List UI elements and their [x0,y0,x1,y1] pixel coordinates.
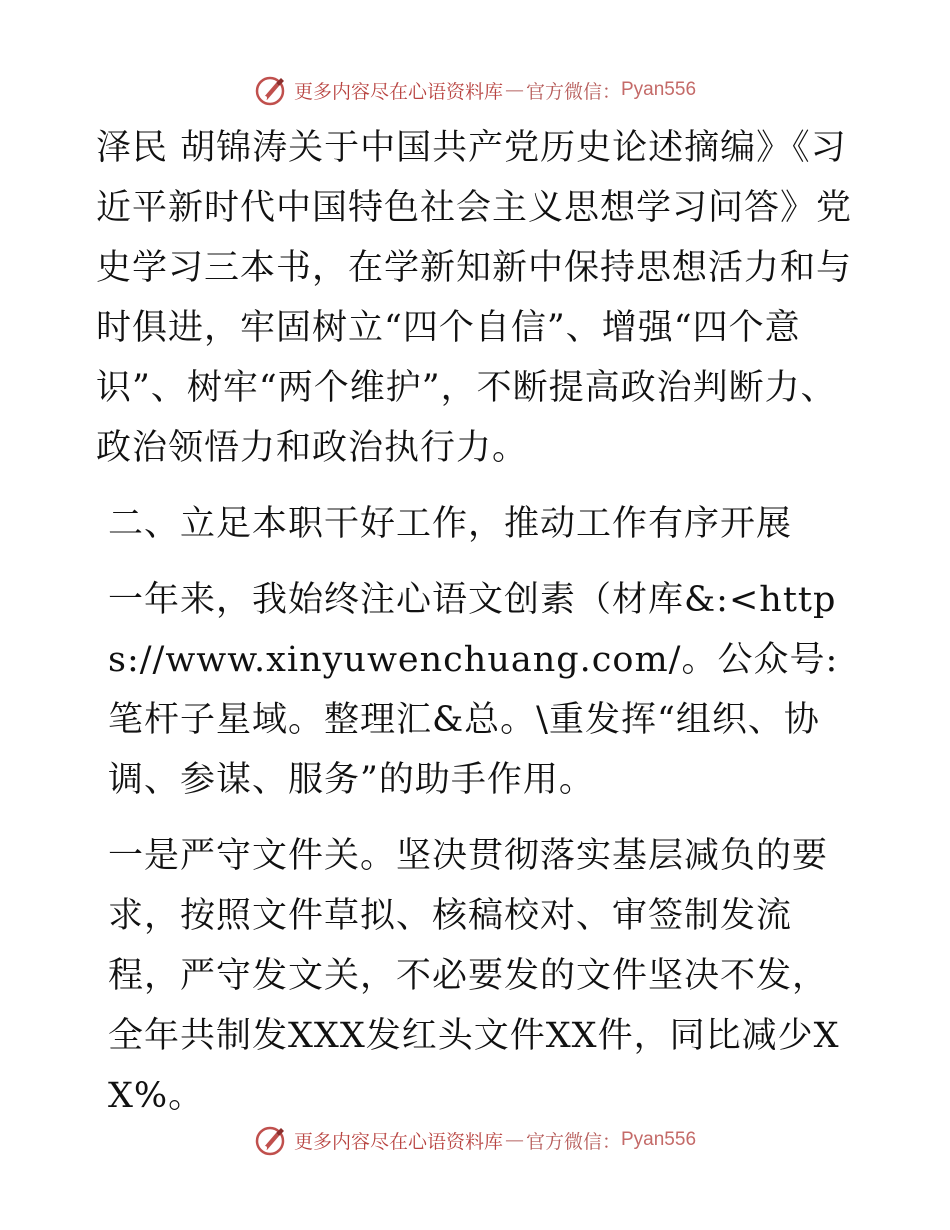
paragraph-documents: 一是严守文件关。坚决贯彻落实基层减负的要求，按照文件草拟、核稿校对、审签制发流程，严守发文关，不必要发的文件坚决不发，全年共制发XXX发红头文件XX件，同比减少XX%。 [108,836,840,1116]
document-body [96,118,856,1126]
watermark-id: Pyan556 [621,1129,697,1150]
section-heading: 二、立足本职干好工作，推动工作有序开展 [108,504,793,544]
header-watermark [0,70,950,110]
watermark-dash: — [504,79,524,101]
footer-watermark [0,1120,950,1160]
watermark-id: Pyan556 [621,79,697,100]
watermark-official: 官方微信： [525,80,621,103]
watermark-official: 官方微信： [525,1130,621,1153]
watermark-text: 更多内容尽在心语资料库 [293,1130,503,1153]
brand-logo-icon [254,1123,288,1157]
paragraph-study: 泽民 胡锦涛关于中国共产党历史论述摘编》《习近平新时代中国特色社会主义思想学习问答》党史学习三本书，在学新知新中保持思想活力和与时俱进，牢固树立“四个自信”、增强“四个意识”、树牢“两个维护”，不断提高政治判断力、政治领悟力和政治执行力。 [96,128,853,468]
watermark-text: 更多内容尽在心语资料库 [293,80,503,103]
brand-logo-icon [254,73,288,107]
paragraph-work: 一年来，我始终注心语文创素（材库&:<https://www.xinyuwenchuang.com/。公众号: 笔杆子星域。整理汇&总。\重发挥“组织、协调、参谋、服务”的助手作用。 [108,580,851,800]
watermark-dash: — [504,1129,524,1151]
